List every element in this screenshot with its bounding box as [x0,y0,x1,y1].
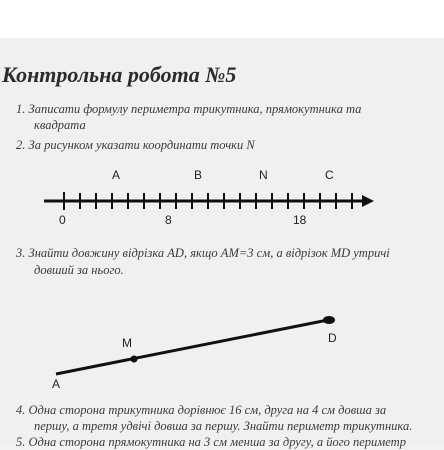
point-label-n: N [259,168,268,182]
point-label-b: B [194,168,203,182]
point-d-dot [323,316,335,324]
task-3-line-1: 3. Знайти довжину відрізка AD, якщо AM=3 см, а відрізок MD утричі [16,246,390,260]
tick-label-18: 18 [293,213,307,227]
point-label-c: C [325,168,334,182]
page-title: Контрольна робота №5 [2,62,237,87]
task-1-line-2: квадрата [34,118,86,132]
tick-label-0: 0 [59,213,66,227]
task-3-line-2: довший за нього. [34,263,124,277]
point-m-dot [131,356,138,363]
task-1-line-1: 1. Записати формулу периметра трикутника, прямокутника та [16,102,362,116]
point-label-d: D [328,331,337,345]
task-5-line-1: 5. Одна сторона прямокутника на 3 см менша за другу, а його периметр [16,435,406,449]
tick-label-8: 8 [165,213,172,227]
task-4-line-2: першу, а третя удвічі довша за першу. Знайти периметр трикутника. [34,419,413,433]
point-label-a-segment: A [52,377,61,391]
segment-ad [56,320,328,374]
point-label-a: A [112,168,121,182]
task-2-line-1: 2. За рисунком указати координати точки N [16,138,255,152]
point-label-m: M [122,336,132,350]
number-line-arrow [362,195,374,207]
task-4-line-1: 4. Одна сторона трикутника дорівнює 16 см, друга на 4 см довша за [16,403,387,417]
